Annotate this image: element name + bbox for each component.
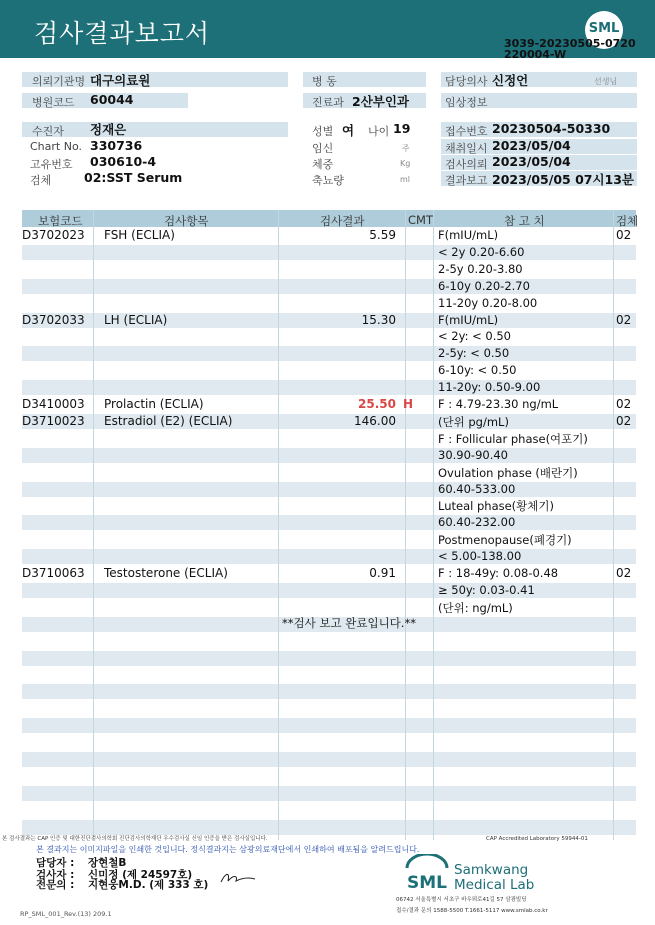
table-row [0,227,655,244]
table-row [0,396,655,413]
table-row [0,430,655,447]
reference-cell: F : 4.79-23.30 ng/mL [438,397,559,411]
reference-cell: 11-20y: 0.50-9.00 [438,380,541,395]
insurance-code-cell: D3410003 [22,397,85,411]
specimen-cell: 02 [616,397,632,411]
specimen-cell: 02 [616,228,632,242]
insurance-code-cell: D3702033 [22,312,85,327]
table-row [0,362,655,379]
flag-cell: H [403,397,414,411]
reference-cell: < 5.00-138.00 [438,549,522,564]
requested-label: 검사의뢰 [445,158,488,171]
examiner-label: 검사자 : [36,869,75,881]
reference-cell: Postmenopause(폐경기) [438,533,572,548]
insurance-code-cell: D3710023 [22,413,85,428]
specimen-cell: 02 [616,413,632,428]
department-value: 2산부인과 [352,94,409,109]
result-cell: 15.30 [361,312,396,327]
row-stripe [22,786,636,801]
reference-cell: 2-5y: < 0.50 [438,346,510,361]
reference-cell: ≥ 50y: 0.03-0.41 [438,582,535,597]
reported-label: 결과보고 [445,174,488,187]
reference-cell: Ovulation phase (배란기) [438,465,578,480]
table-row [0,548,655,565]
report-id-line1: 3039-20230505-0720 [504,37,636,50]
insurance-code-cell: D3710063 [22,566,85,580]
test-item-cell: Estradiol (E2) (ECLIA) [104,413,233,428]
col-header-ref: 참 고 치 [504,214,545,228]
row-stripe [22,752,636,767]
age-label: 나이 [368,125,390,138]
reference-cell: 2-5y 0.20-3.80 [438,261,523,276]
accreditation-note: 본 검사결과는 CAP 인증 및 대한진단검사의학회 진단검사의학재단 우수검사실 신임 인증을 받은 검사실입니다. [2,836,268,842]
table-row [0,413,655,430]
row-stripe [22,651,636,666]
result-cell: 25.50 [358,397,396,411]
row-stripe [22,718,636,733]
reference-cell: F(mIU/mL) [438,228,499,242]
reference-cell: 11-20y 0.20-8.00 [438,295,538,310]
table-row [0,599,655,616]
page-title: 검사결과보고서 [34,19,211,48]
col-header-cmt: CMT [408,213,433,227]
col-header-item: 검사항목 [164,214,209,228]
table-row [0,295,655,312]
table-row [0,261,655,278]
unique-no-label: 고유번호 [30,158,73,171]
hospital-code-label: 병원코드 [32,96,75,109]
cap-accreditation: CAP Accredited Laboratory 59944-01 [486,836,588,842]
reporter-name: 장현철B [88,857,127,869]
sml-badge-text: SML [588,21,620,36]
patient-value: 정재은 [90,122,127,137]
table-row [0,565,655,582]
specimen-label: 검체 [30,174,52,187]
collected-value: 2023/05/04 [492,138,571,153]
specimen-value: 02:SST Serum [84,170,183,185]
reference-cell: F : Follicular phase(여포기) [438,431,588,446]
result-cell: 0.91 [369,566,396,580]
reference-cell: < 2y 0.20-6.60 [438,244,525,259]
department-label: 진료과 [312,96,344,109]
chart-no-value: 330736 [90,138,143,153]
reference-cell: 30.90-90.40 [438,447,508,462]
examiner-name: 신미정 (제 24597호) [88,869,193,881]
lab-address: 06742 서울특별시 서초구 바우뫼로41길 57 삼광빌딩 [396,897,527,903]
table-row [0,531,655,548]
reference-cell: 6-10y: < 0.50 [438,363,517,378]
urine-unit: ml [400,175,411,184]
table-row [0,345,655,362]
reported-value: 2023/05/05 07시13분 [492,172,635,187]
table-row [0,582,655,599]
reporter-label: 담당자 : [36,857,75,869]
patient-label: 수진자 [32,125,64,138]
result-cell: 146.00 [354,413,396,428]
report-id-line2: 220004-W [504,48,567,61]
col-header-result: 검사결과 [320,214,365,228]
age-value: 19 [393,121,411,136]
table-row [0,244,655,261]
chart-no-label: Chart No. [30,140,82,153]
table-row [0,379,655,396]
form-id: RP_SML_001_Rev.(13) 209.1 [20,910,112,918]
clinical-info-label: 임상정보 [445,96,488,109]
pregnancy-unit: 주 [402,144,410,153]
ward-label: 병 동 [312,75,337,88]
insurance-code-cell: D3702023 [22,228,85,242]
requested-value: 2023/05/04 [492,154,571,169]
test-item-cell: LH (ECLIA) [104,312,168,327]
reference-cell: F(mIU/mL) [438,312,499,327]
sml-logo-icon [404,854,450,894]
brand-name-line1: Samkwang [454,862,529,878]
reference-cell: 6-10y 0.20-2.70 [438,278,530,293]
row-stripe [22,684,636,699]
pregnancy-label: 임신 [312,142,334,155]
specialist-name: 지현웅M.D. (제 333 호) [88,879,209,891]
urine-label: 축뇨량 [312,174,344,187]
report-complete-note: **검사 보고 완료입니다.** [282,616,416,630]
hospital-code-value: 60044 [90,92,134,107]
table-row [0,514,655,531]
sml-logo-text: SML [407,873,447,893]
reference-cell: 60.40-533.00 [438,481,516,496]
doctor-value: 신정언 [492,73,529,88]
specialist-label: 전문의 : [36,879,75,891]
lab-contact: 접수/결과 문의 1588-5500 T.1661-5117 www.smlab.co.kr [396,908,548,914]
col-header-specimen: 검체 [616,214,639,228]
weight-label: 체중 [312,158,334,171]
unique-no-value: 030610-4 [90,154,157,169]
signature-icon [218,868,258,886]
col-header-code: 보험코드 [38,214,83,228]
reference-cell: F : 18-49y: 0.08-0.48 [438,566,559,580]
specimen-cell: 02 [616,312,632,327]
table-row [0,497,655,514]
brand-name-line2: Medical Lab [454,877,535,893]
institution-value: 대구의료원 [90,73,151,88]
reference-cell: 60.40-232.00 [438,515,516,530]
specimen-cell: 02 [616,566,632,580]
result-cell: 5.59 [369,228,396,242]
test-item-cell: Prolactin (ECLIA) [104,397,204,411]
reference-cell: (단위: ng/mL) [438,600,513,615]
doctor-suffix: 선생님 [594,77,618,86]
reference-cell: < 2y: < 0.50 [438,329,512,344]
collected-label: 채취일시 [445,142,488,155]
table-row [0,312,655,329]
receipt-no-label: 접수번호 [445,125,488,138]
table-row [0,278,655,295]
sex-value: 여 [342,123,355,138]
doctor-label: 담당의사 [445,75,488,88]
image-copy-disclaimer: 본 결과지는 이미지파일을 인쇄한 것입니다. 정식결과지는 삼광의료재단에서 인쇄하여 배포됨을 알려드립니다. [36,845,420,854]
test-item-cell: Testosterone (ECLIA) [104,566,228,580]
institution-label: 의뢰기관명 [32,75,86,88]
row-stripe [22,820,636,835]
table-row [0,447,655,464]
table-row [0,328,655,345]
test-item-cell: FSH (ECLIA) [104,228,175,242]
table-row [0,481,655,498]
table-row [0,464,655,481]
receipt-no-value: 20230504-50330 [492,121,611,136]
sex-label: 성별 [312,125,334,138]
reference-cell: (단위 pg/mL) [438,414,509,429]
weight-unit: Kg [400,159,411,168]
reference-cell: Luteal phase(황체기) [438,499,554,514]
